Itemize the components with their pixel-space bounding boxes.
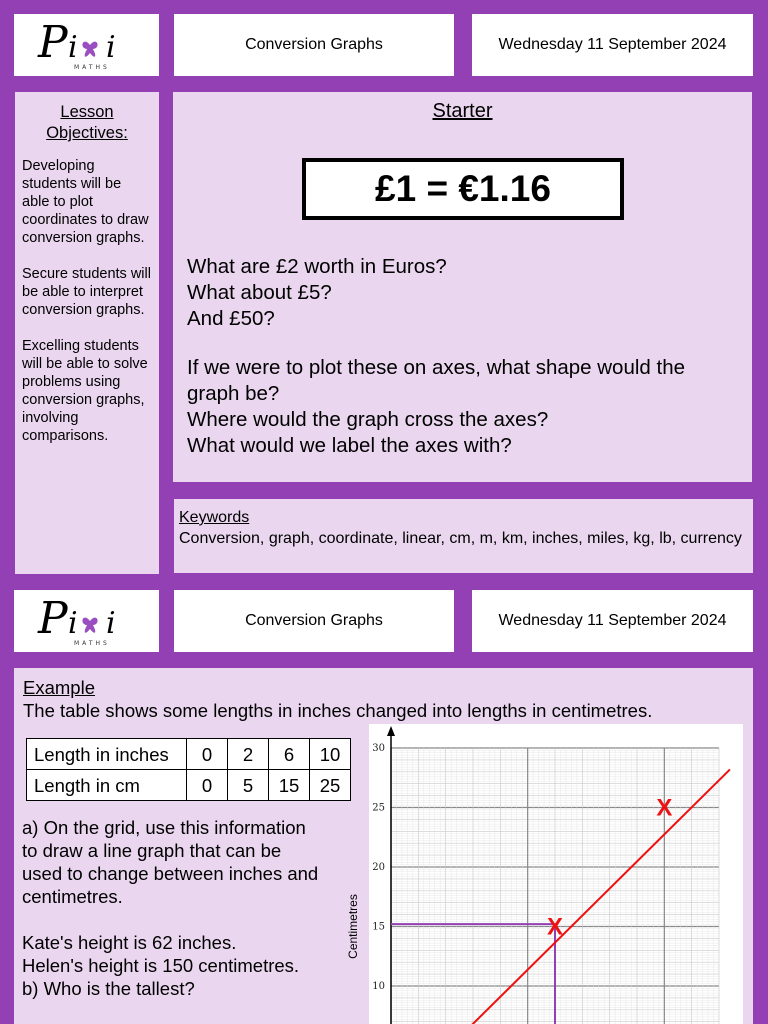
table-row — [27, 770, 351, 801]
keywords-list: Conversion, graph, coordinate, linear, cm, m, km, inches, miles, kg, lb, currency — [179, 530, 742, 547]
svg-text:i: i — [67, 30, 78, 65]
starter-panel — [173, 92, 752, 482]
table-cell: 25 — [310, 770, 351, 801]
starter-questions-2 — [187, 355, 727, 459]
slide1-date: Wednesday 11 September 2024 — [472, 14, 753, 76]
conversion-table — [26, 738, 351, 801]
question-2: What about £5? — [187, 281, 332, 304]
svg-text:MATHS: MATHS — [73, 64, 110, 71]
table-row — [27, 739, 351, 770]
svg-text:MATHS: MATHS — [73, 640, 110, 647]
objective-developing: Developing students will be able to plot coordinates to draw conversion graphs. — [22, 158, 149, 246]
pixi-logo-icon — [32, 17, 142, 73]
conversion-graph — [346, 724, 743, 1024]
kate-height: Kate's height is 62 inches. — [22, 932, 237, 953]
y-axis-arrow-icon — [387, 726, 395, 736]
y-tick-label: 15 — [372, 921, 385, 933]
pixi-logo-icon-2 — [32, 593, 142, 649]
slide1-title: Conversion Graphs — [174, 14, 454, 76]
table-cell: 0 — [187, 770, 228, 801]
svg-text:i: i — [105, 30, 116, 65]
table-row-label: Length in inches — [27, 739, 187, 770]
starter-questions — [187, 254, 447, 332]
question-1: What are £2 worth in Euros? — [187, 255, 447, 278]
exchange-rate-box: £1 = €1.16 — [302, 158, 624, 220]
question-4: If we were to plot these on axes, what shape would the graph be? — [187, 356, 685, 405]
slide2-date: Wednesday 11 September 2024 — [472, 590, 753, 652]
lesson-objectives-panel — [15, 92, 159, 574]
example-intro: The table shows some lengths in inches changed into lengths in centimetres. — [23, 700, 653, 721]
svg-text:P: P — [37, 17, 68, 68]
example-heading: Example — [23, 677, 95, 698]
objective-secure: Secure students will be able to interpret conversion graphs. — [22, 266, 151, 318]
example-questions — [22, 816, 362, 1000]
pixi-logo-2 — [14, 590, 159, 652]
question-a: a) On the grid, use this information to draw a line graph that can be used to change between inches and centimetres. — [22, 817, 319, 907]
pixi-logo — [14, 14, 159, 76]
table-cell: 5 — [228, 770, 269, 801]
question-3: And £50? — [187, 307, 275, 330]
svg-text:P: P — [37, 593, 68, 644]
starter-heading: Starter — [432, 100, 493, 122]
example-panel — [14, 668, 753, 1024]
table-cell: 6 — [269, 739, 310, 770]
y-axis-label: Centimetres — [346, 894, 360, 959]
plotted-point-marker: X — [656, 794, 673, 822]
table-cell: 2 — [228, 739, 269, 770]
keywords-panel — [174, 499, 753, 573]
objective-excelling: Excelling students will be able to solve problems using conversion graphs, involving comparisons. — [22, 338, 148, 444]
question-6: What would we label the axes with? — [187, 434, 512, 457]
keywords-heading: Keywords — [179, 509, 250, 526]
question-5: Where would the graph cross the axes? — [187, 408, 549, 431]
y-tick-label: 20 — [372, 862, 385, 873]
table-cell: 15 — [269, 770, 310, 801]
question-b: b) Who is the tallest? — [22, 978, 195, 999]
y-tick-label: 10 — [372, 981, 385, 992]
plotted-point-marker: X — [546, 913, 564, 941]
slide2-title: Conversion Graphs — [174, 590, 454, 652]
svg-text:i: i — [105, 606, 116, 641]
y-tick-label: 25 — [372, 802, 385, 814]
table-cell: 0 — [187, 739, 228, 770]
conversion-graph-svg — [346, 724, 743, 1024]
y-tick-label: 30 — [372, 743, 385, 754]
objectives-heading: Lesson Objectives: — [46, 103, 128, 142]
table-row-label: Length in cm — [27, 770, 187, 801]
table-cell: 10 — [310, 739, 351, 770]
helen-height: Helen's height is 150 centimetres. — [22, 955, 300, 976]
svg-text:i: i — [67, 606, 78, 641]
